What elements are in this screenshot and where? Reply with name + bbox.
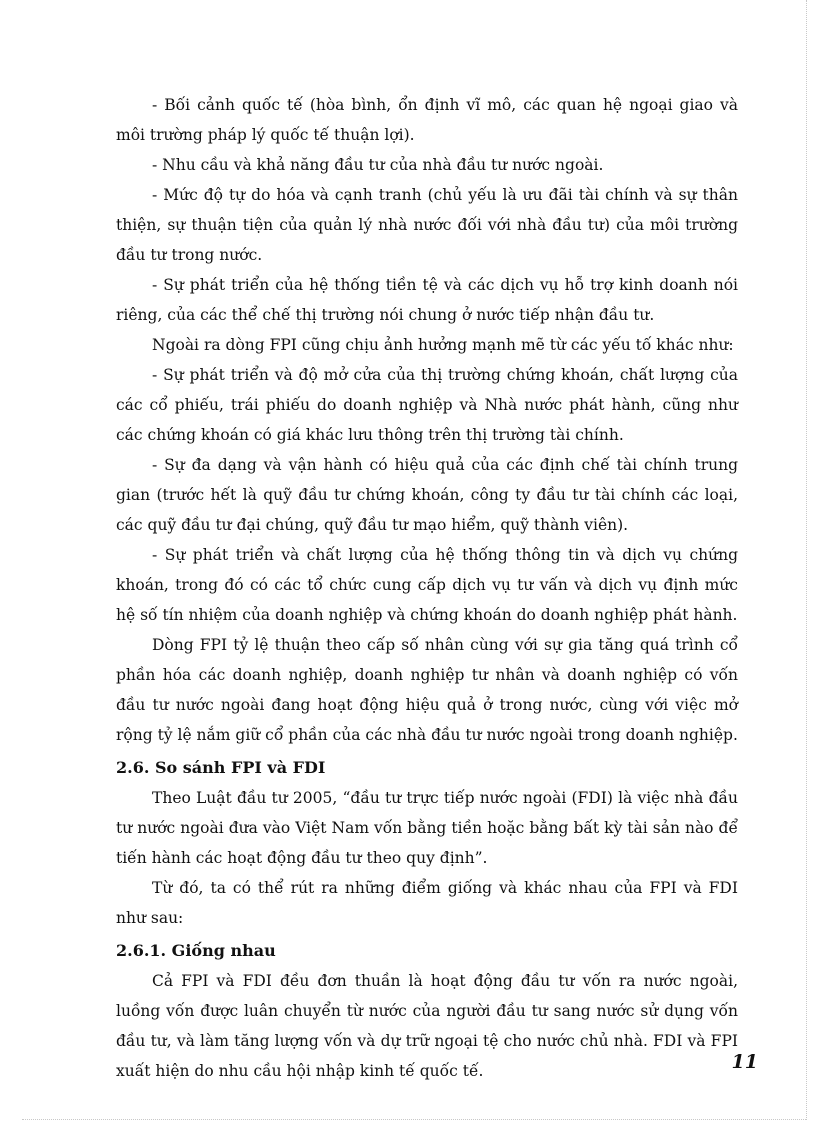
section-heading-fpi-vs-fdi: 2.6. So sánh FPI và FDI [116,758,326,777]
section-heading-similarities: 2.6.1. Giống nhau [116,941,276,960]
paragraph-stock-market: - Sự phát triển và độ mở cửa của thị trường chứng khoán, chất lượng của các cổ phiếu, trái phiếu do doanh nghiệp và Nhà nước phát hành, cũng như các chứng khoán có giá khác lưu thông trên thị trường tài chính. [116,366,738,444]
paragraph-comparison-intro: Từ đó, ta có thể rút ra những điểm giống và khác nhau của FPI và FDI như sau: [116,879,738,927]
paragraph-similarities: Cả FPI và FDI đều đơn thuần là hoạt động đầu tư vốn ra nước ngoài, luồng vốn được luân chuyển từ nước của người đầu tư sang nước sử dụng vốn đầu tư, và làm tăng lượng vốn và dự trữ ngoại tệ cho nước chủ nhà. FDI và FPI xuất hiện do nhu cầu hội nhập kinh tế quốc tế. [116,972,738,1080]
paragraph-information-services: - Sự phát triển và chất lượng của hệ thống thông tin và dịch vụ chứng khoán, trong đó có các tổ chức cung cấp dịch vụ tư vấn và dịch vụ định mức hệ số tín nhiệm của doanh nghiệp và chứng khoán do doanh nghiệp phát hành. [116,546,738,624]
page-body [116,90,738,1086]
paragraph-financial-intermediaries: - Sự đa dạng và vận hành có hiệu quả của các định chế tài chính trung gian (trước hết là quỹ đầu tư chứng khoán, công ty đầu tư tài chính các loại, các quỹ đầu tư đại chúng, quỹ đầu tư mạo hiểm, quỹ thành viên). [116,456,738,534]
page-border-right [806,0,807,1120]
paragraph-monetary-system: - Sự phát triển của hệ thống tiền tệ và các dịch vụ hỗ trợ kinh doanh nói riêng, của các thể chế thị trường nói chung ở nước tiếp nhận đầu tư. [116,276,738,324]
paragraph-investor-demand: - Nhu cầu và khả năng đầu tư của nhà đầu tư nước ngoài. [152,156,604,174]
paragraph-international-context: - Bối cảnh quốc tế (hòa bình, ổn định vĩ mô, các quan hệ ngoại giao và môi trường pháp lý quốc tế thuận lợi). [116,96,738,144]
paragraph-investment-law-definition: Theo Luật đầu tư 2005, “đầu tư trực tiếp nước ngoài (FDI) là việc nhà đầu tư nước ngoài đưa vào Việt Nam vốn bằng tiền hoặc bằng bất kỳ tài sản nào để tiến hành các hoạt động đầu tư theo quy định”. [116,789,738,867]
paragraph-liberalization: - Mức độ tự do hóa và cạnh tranh (chủ yếu là ưu đãi tài chính và sự thân thiện, sự thuận tiện của quản lý nhà nước đối với nhà đầu tư) của môi trường đầu tư trong nước. [116,186,738,264]
page-number: 11 [731,1051,758,1073]
page-border-bottom [22,1119,806,1120]
paragraph-other-factors-intro: Ngoài ra dòng FPI cũng chịu ảnh hưởng mạnh mẽ từ các yếu tố khác như: [152,336,734,354]
paragraph-equitization: Dòng FPI tỷ lệ thuận theo cấp số nhân cùng với sự gia tăng quá trình cổ phần hóa các doanh nghiệp, doanh nghiệp tư nhân và doanh nghiệp có vốn đầu tư nước ngoài đang hoạt động hiệu quả ở trong nước, cùng với việc mở rộng tỷ lệ nắm giữ cổ phần của các nhà đầu tư nước ngoài trong doanh nghiệp. [116,636,738,744]
